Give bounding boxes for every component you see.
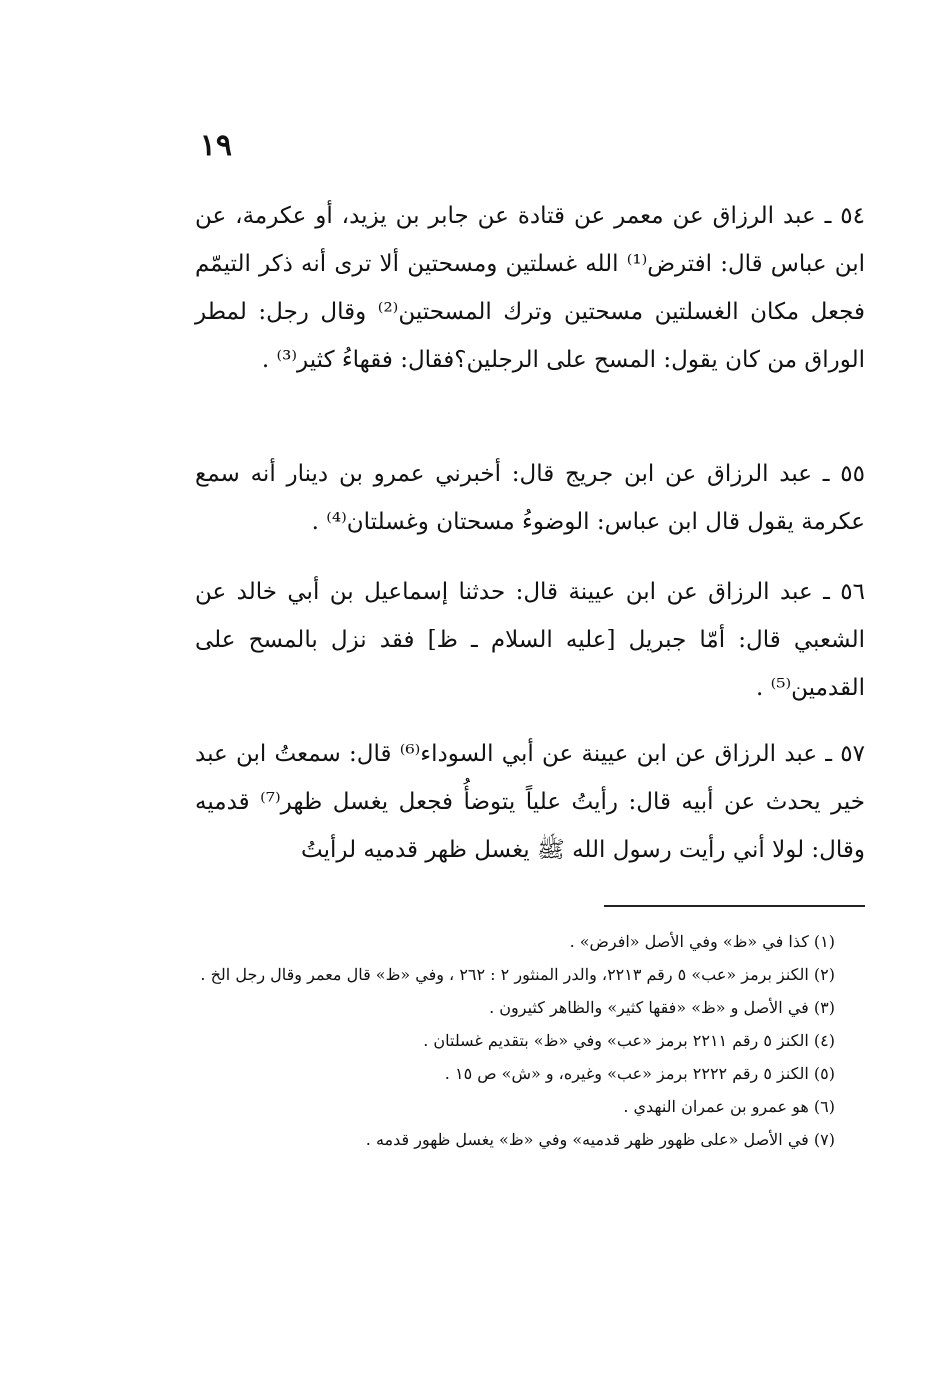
footnote-1: (١) كذا في «ظ» وفي الأصل «افرض» . bbox=[569, 932, 835, 951]
footnotes bbox=[195, 925, 865, 1156]
footnote-separator bbox=[604, 905, 865, 907]
footnote-5: (٥) الكنز ٥ رقم ٢٢٢٢ برمز «عب» وغيره، و «ش» ص ١٥ . bbox=[444, 1064, 835, 1083]
page-number: ١٩ bbox=[199, 128, 232, 163]
hadith-55 bbox=[195, 450, 865, 546]
footnote-2: (٢) الكنز برمز «عب» ٥ رقم ٢٢١٣، والدر المنثور ٢ : ٢٦٢ ، وفي «ظ» قال معمر وقال رجل الخ . bbox=[200, 965, 835, 984]
hadith-57-text: ٥٧ ـ عبد الرزاق عن ابن عيينة عن أبي السوداء⁽⁶⁾ قال: سمعتُ ابن عبد خير يحدث عن أبيه قال: رأيتُ علياً يتوضأُ فجعل يغسل ظهر⁽⁷⁾ قدميه وقال: لولا أني رأيت رسول الله ﷺ يغسل ظهر قدميه لرأيتُ bbox=[195, 741, 866, 863]
hadith-54 bbox=[195, 192, 865, 384]
hadith-56-text: ٥٦ ـ عبد الرزاق عن ابن عيينة قال: حدثنا إسماعيل بن أبي خالد عن الشعبي قال: أمّا جبريل [عليه السلام ـ ظ] فقد نزل بالمسح على القدمين⁽⁵⁾ . bbox=[195, 579, 865, 701]
hadith-56 bbox=[195, 568, 865, 712]
footnote-3: (٣) في الأصل و «ظ» «فقها كثير» والظاهر كثيرون . bbox=[489, 998, 835, 1017]
hadith-54-text: ٥٤ ـ عبد الرزاق عن معمر عن قتادة عن جابر بن يزيد، أو عكرمة، عن ابن عباس قال: افترض⁽¹⁾ الله غسلتين ومسحتين ألا ترى أنه ذكر التيمّم فجعل مكان الغسلتين مسحتين وترك المسحتين⁽²⁾ وقال رجل: لمطر الوراق من كان يقول: المسح على الرجلين؟فقال: فقهاءُ كثير⁽³⁾ . bbox=[195, 203, 866, 373]
hadith-57 bbox=[195, 730, 865, 874]
hadith-55-text: ٥٥ ـ عبد الرزاق عن ابن جريج قال: أخبرني عمرو بن دينار أنه سمع عكرمة يقول قال ابن عباس: الوضوءُ مسحتان وغسلتان⁽⁴⁾ . bbox=[195, 461, 865, 535]
footnote-7: (٧) في الأصل «على ظهور ظهر قدميه» وفي «ظ» يغسل ظهور قدمه . bbox=[365, 1130, 835, 1149]
footnote-6: (٦) هو عمرو بن عمران النهدي . bbox=[623, 1097, 835, 1116]
footnote-4: (٤) الكنز ٥ رقم ٢٢١١ برمز «عب» وفي «ظ» بتقديم غسلتان . bbox=[423, 1031, 835, 1050]
